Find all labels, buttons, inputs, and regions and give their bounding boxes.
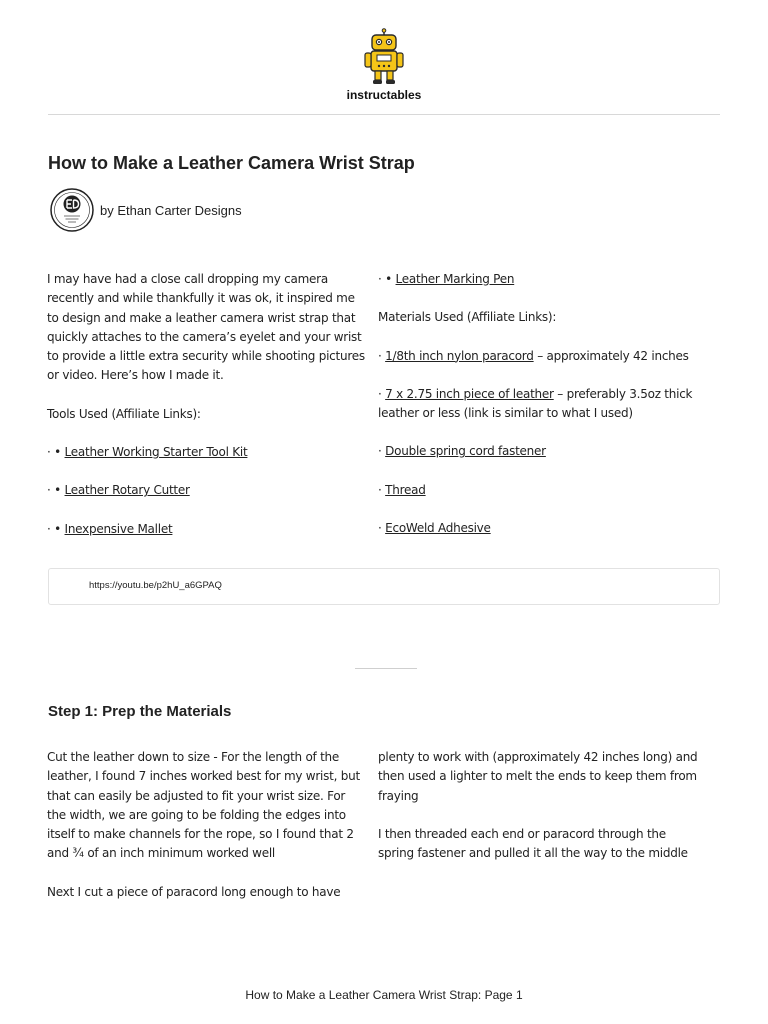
tool-link-mallet[interactable]: Inexpensive Mallet xyxy=(64,521,173,536)
bullet: · xyxy=(378,521,386,536)
site-header xyxy=(0,28,768,86)
bullet: · • xyxy=(378,272,396,286)
bullet: · • xyxy=(47,483,65,498)
intro-left-column xyxy=(47,270,365,558)
tool-link-starter-kit[interactable]: Leather Working Starter Tool Kit xyxy=(64,445,248,460)
step-paragraph: Cut the leather down to size - For the length of the leather, I found 7 inches worked best for my wrist, but that can easily be adjusted to fit your wrist size. For the width, we are going to be folding the edges into itself to make channels for the rope, so I found that 2 and ¾ of an inch minimum worked well xyxy=(47,750,360,861)
material-item xyxy=(378,519,700,538)
material-detail: – preferably 3.5oz thick leather or less (link is similar to what I used) xyxy=(378,386,693,421)
material-item xyxy=(378,442,700,461)
tool-item xyxy=(378,270,700,289)
tool-item xyxy=(47,443,365,462)
page-title: How to Make a Leather Camera Wrist Strap xyxy=(48,153,415,173)
author-avatar[interactable] xyxy=(50,188,94,232)
tool-item xyxy=(47,520,365,539)
tool-link-rotary-cutter[interactable]: Leather Rotary Cutter xyxy=(64,483,190,498)
step-paragraph: Next I cut a piece of paracord long enough to have xyxy=(47,884,341,899)
intro-right-column xyxy=(378,270,700,557)
instructables-robot-logo[interactable] xyxy=(362,28,406,86)
tools-heading: Tools Used (Affiliate Links): xyxy=(47,406,201,421)
tool-link-marking-pen[interactable]: Leather Marking Pen xyxy=(395,272,515,286)
bullet: · xyxy=(378,482,386,497)
material-link-paracord[interactable]: 1/8th inch nylon paracord xyxy=(385,348,534,363)
header-divider xyxy=(48,114,720,115)
bullet: · xyxy=(378,348,386,363)
brand-name[interactable]: instructables xyxy=(346,88,422,102)
intro-paragraph: I may have had a close call dropping my camera recently and while thankfully it was ok, it inspired me to design and make a leather camera wrist strap that quickly attaches to the camera’s eyelet and your wrist to provide a little extra security while shooting pictures or video. Here’s how I made it. xyxy=(47,272,365,383)
step-1-left-column xyxy=(47,748,365,921)
material-link-leather[interactable]: 7 x 2.75 inch piece of leather xyxy=(385,386,554,401)
material-link-adhesive[interactable]: EcoWeld Adhesive xyxy=(385,521,491,536)
section-divider xyxy=(355,668,417,669)
video-embed-box[interactable] xyxy=(48,568,720,605)
bullet: · • xyxy=(47,521,65,536)
video-url[interactable]: https://youtu.be/p2hU_a6GPAQ xyxy=(89,580,222,591)
tool-item xyxy=(47,481,365,500)
materials-heading: Materials Used (Affiliate Links): xyxy=(378,310,557,325)
bullet: · • xyxy=(47,445,65,460)
material-link-thread[interactable]: Thread xyxy=(385,482,426,497)
step-1-right-column xyxy=(378,748,700,882)
material-detail: – approximately 42 inches xyxy=(533,348,689,363)
step-1-title: Step 1: Prep the Materials xyxy=(48,703,232,720)
material-item xyxy=(378,347,700,366)
material-link-fastener[interactable]: Double spring cord fastener xyxy=(385,444,546,459)
author-byline[interactable]: by Ethan Carter Designs xyxy=(100,203,242,218)
page-footer: How to Make a Leather Camera Wrist Strap: Page 1 xyxy=(245,988,523,1002)
material-item xyxy=(378,385,700,424)
material-item xyxy=(378,481,700,500)
bullet: · xyxy=(378,444,386,459)
step-paragraph: I then threaded each end or paracord through the spring fastener and pulled it all the way to the middle xyxy=(378,826,688,861)
step-paragraph: plenty to work with (approximately 42 inches long) and then used a lighter to melt the ends to keep them from fraying xyxy=(378,750,698,803)
bullet: · xyxy=(378,386,386,401)
